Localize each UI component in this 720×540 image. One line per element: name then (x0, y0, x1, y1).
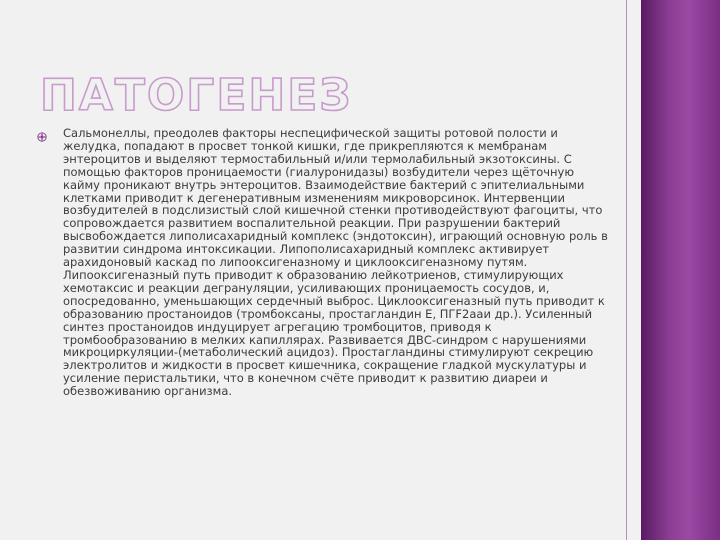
divider-line (626, 0, 627, 540)
body-paragraph: Сальмонеллы, преодолев факторы неспецифической защиты ротовой полости и желудка, попадают в просвет тонкой кишки, где прикрепляются к мембранам энтероцитов и выделяют термостабильный и/или термолабильный экзотоксины. С помощью факторов проницаемости (гиалуронидазы) возбудители через щёточную кайму проникают внутрь энтероцитов. Взаимодействие бактерий с эпителиальными клетками приводит к дегенеративным изменениям микроворсинок. Интервенции возбудителей в подслизистый слой кишечной стенки противодействуют фагоциты, что сопровождается развитием воспалительной реакции. При разрушении бактерий высвобождается липолисахаридный комплекс (эндотоксин), играющий основную роль в развитии синдрома интоксикации. Липополисахаридный комплекс активирует арахидоновый каскад по липооксигеназному и циклооксигеназному путям. Липооксигеназный путь приводит к образованию лейкотриенов, стимулирующих хемотаксис и реакции дегрануляции, усиливающих проницаемость сосудов, и, опосредованно, уменьшающих сердечный выброс. Циклооксигеназный путь приводит к образованию простаноидов (тромбоксаны, простагландин Е, ПГF2aaи др.). Усиленный синтез простаноидов индуцирует агрегацию тромбоцитов, приводя к тромбообразованию в мелких капиллярах. Развивается ДВС-синдром с нарушениями микроциркуляции-(метаболический ацидоз). Простагландины стимулируют секрецию электролитов и жидкости в просвет кишечника, сокращение гладкой мускулатуры и усиление перистальтики, что в конечном счёте приводит к развитию диареи и обезвоживанию организма. (63, 126, 608, 399)
flower-bullet-icon (37, 132, 47, 142)
slide-title: ПАТОГЕНЕЗ (40, 70, 353, 121)
purple-side-band (641, 0, 720, 540)
